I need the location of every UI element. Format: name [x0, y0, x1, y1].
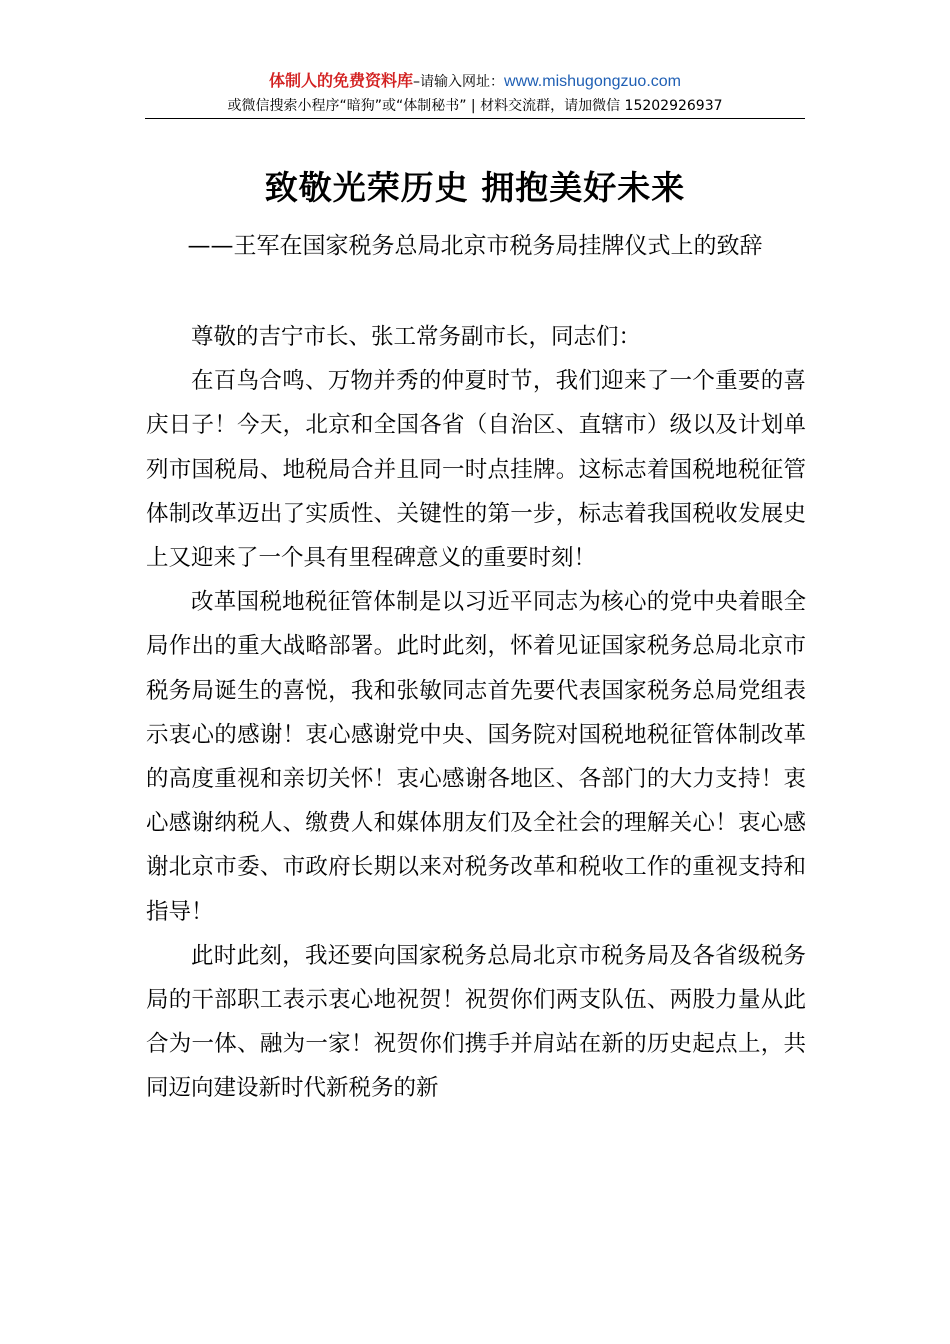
body-paragraph: 在百鸟合鸣、万物并秀的仲夏时节，我们迎来了一个重要的喜庆日子！今天，北京和全国各省（自治区、直辖市）级以及计划单列市国税局、地税局合并且同一时点挂牌。这标志着国税地税征管体制改革迈出了实质性、关键性的第一步，标志着我国税收发展史上又迎来了一个具有里程碑意义的重要时刻！ [146, 368, 806, 572]
salutation-paragraph: 尊敬的吉宁市长、张工常务副市长，同志们： [191, 324, 642, 350]
document-title: 致敬光荣历史 拥抱美好未来 [264, 168, 686, 207]
header-banner-line [145, 68, 805, 95]
header-url-link[interactable]: www.mishugongzuo.com [504, 73, 681, 90]
document-subtitle: ——王军在国家税务总局北京市税务局挂牌仪式上的致辞 [187, 233, 763, 259]
page-header [145, 68, 805, 117]
header-prompt: –请输入网址： [413, 74, 505, 90]
body-paragraph: 改革国税地税征管体制是以习近平同志为核心的党中央着眼全局作出的重大战略部署。此时此刻，怀着见证国家税务总局北京市税务局诞生的喜悦，我和张敏同志首先要代表国家税务总局党组表示衷心的感谢！衷心感谢党中央、国务院对国税地税征管体制改革的高度重视和亲切关怀！衷心感谢各地区、各部门的大力支持！衷心感谢纳税人、缴费人和媒体朋友们及全社会的理解关心！衷心感谢北京市委、市政府长期以来对税务改革和税收工作的重视支持和指导！ [146, 589, 806, 925]
document-body [146, 315, 806, 1111]
body-paragraph: 此时此刻，我还要向国家税务总局北京市税务局及各省级税务局的干部职工表示衷心地祝贺！祝贺你们两支队伍、两股力量从此合为一体、融为一家！祝贺你们携手并肩站在新的历史起点上，共同迈向建设新时代新税务的新 [146, 942, 806, 1102]
header-contact-line: 或微信搜索小程序“暗狗”或“体制秘书” | 材料交流群，请加微信 15202926937 [227, 98, 723, 114]
header-divider [145, 118, 805, 119]
header-brand: 体制人的免费资料库 [269, 71, 414, 90]
